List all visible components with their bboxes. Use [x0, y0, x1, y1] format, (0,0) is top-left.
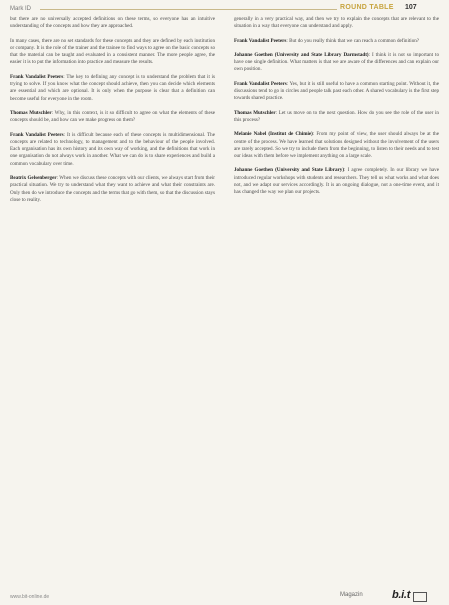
paragraph: Frank Vandalist Peeters: Yes, but it is still useful to have a common starting point. Without it, the discussions tend to go in circles and people talk past each other. A shared vocabulary is the first step towards shared practice. [234, 80, 439, 102]
paragraph: Frank Vandalist Peeters: The key to defining any concept is to understand the problem that it is trying to solve. If you know what the concept should achieve, then you can decide which elements are essential and which are optional. It is only when the purpose is clear that a definition can become useful for everyone in the room. [10, 73, 215, 102]
paragraph: Melanie Nabel (Institut de Chimie): From my point of view, the user should always be at the centre of the process. We have learned that solutions designed without the involvement of the users are rarely accepted. So we try to include them from the beginning, to listen to their needs and to test our ideas with them before we implement anything on a large scale. [234, 131, 439, 160]
magazine-label: Magazin [340, 592, 363, 598]
paragraph-text: From my point of view, the user should always be at the centre of the process. We have learned that solutions designed without the involvement of the users are rarely accepted. So we try to include them from the beginning, to listen to their needs and to test our ideas with them before we implement anything on a large scale. [234, 131, 439, 160]
speaker-name: Frank Vandalist Peeters [234, 80, 287, 87]
paragraph-text: but there are no universally accepted definitions on these terms, so everyone has an intuitive understanding of the concepts and how they are approached. [10, 16, 215, 30]
right-column [234, 16, 439, 584]
bit-logo: b.i.t [392, 589, 411, 601]
page-footer [0, 588, 449, 605]
speaker-name: Thomas Mutschler [234, 109, 276, 116]
paragraph: Johanne Goethen (University and State Library): I agree completely. In our library we have introduced regular workshops with students and researchers. They tell us what works and what does not, and we adapt our services accordingly. It is an ongoing dialogue, not a one-time event, and it has changed the way we plan our projects. [234, 167, 439, 196]
paragraph-text: Let us move on to the next question. How do you see the role of the user in this process? [234, 109, 439, 123]
section-label: Mark ID [10, 6, 31, 12]
speaker-name: Frank Vandalist Peeters [234, 37, 287, 44]
paragraph [10, 16, 215, 31]
paragraph-text: The key to defining any concept is to understand the problem that it is trying to solve. If you know what the concept should achieve, then you can decide which elements are essential and which are optional. It is only when the purpose is clear that a definition can become useful for everyone in the room. [10, 73, 215, 102]
paragraph: Johanne Goethen (University and State Library Darmstadt): I think it is not so important to have one single definition. What matters is that we are aware of the differences and can explain our own position. [234, 51, 439, 73]
footer-url: www.bit-online.de [10, 594, 50, 600]
paragraph: Thomas Mutschler: Let us move on to the next question. How do you see the role of the user in this process? [234, 109, 439, 123]
paragraph [10, 38, 215, 67]
paragraph-text: I think it is not so important to have one single definition. What matters is that we are aware of the differences and can explain our own position. [234, 51, 439, 73]
speaker-name: Melanie Nabel (Institut de Chimie) [234, 131, 313, 138]
logo-box-icon [413, 592, 427, 602]
paragraph [234, 16, 439, 31]
speaker-name: Beatrix Gelsenberger [10, 175, 57, 182]
paragraph-text: Why, in this context, is it so difficult to agree on what the elements of these concepts should be, and how can we make progress on them? [10, 109, 215, 124]
speaker-name: Thomas Mutschler [10, 109, 52, 116]
paragraph-text: Yes, but it is still useful to have a common starting point. Without it, the discussions tend to go in circles and people talk past each other. A shared vocabulary is the first step towards shared practice. [234, 80, 439, 102]
paragraph-text: In many cases, there are no set standards for these concepts and they are defined by each institution or company. It is the role of the trainer and the trainee to find ways to agree on the basic concepts so that the material can be taught and evaluated in a consistent manner. The more people agree, the easier it is to put the information into practice and measure the results. [10, 37, 215, 66]
speaker-name: Johanne Goethen (University and State Library Darmstadt) [234, 51, 369, 58]
paragraph-text: But do you really think that we can reach a common definition? [289, 37, 420, 44]
section-tag: ROUND TABLE [340, 4, 394, 11]
page-number: 107 [405, 4, 417, 11]
paragraph-text: generally in a very practical way, and then we try to explain the concepts that are relevant to the situation in a way that everyone can understand and apply. [234, 16, 439, 30]
paragraph: Frank Vandalist Peeters: But do you really think that we can reach a common definition? [234, 37, 420, 44]
speaker-name: Frank Vandalist Peeters [10, 131, 64, 138]
header-rule [40, 9, 337, 10]
paragraph: Thomas Mutschler: Why, in this context, is it so difficult to agree on what the elements of these concepts should be, and how can we make progress on them? [10, 109, 215, 124]
speaker-name: Johanne Goethen (University and State Library) [234, 167, 345, 174]
speaker-name: Frank Vandalist Peeters [10, 73, 64, 80]
paragraph: Beatrix Gelsenberger: When we discuss these concepts with our clients, we always start from their practical situation. We try to understand what they want to achieve and what their constraints are. Only then do we introduce the concepts and the terms that go with them, so that the discussion stays close to reality. [10, 175, 215, 203]
paragraph-text: When we discuss these concepts with our clients, we always start from their practical situation. We try to understand what they want to achieve and what their constraints are. Only then do we introduce the concepts and the terms that go with them, so that the discussion stays close to reality. [10, 175, 215, 203]
paragraph: Frank Vandalist Peeters: It is difficult because each of these concepts is multidimensional. The concepts are related to technology, to management and to the behaviour of the people involved. Each organisation has its own history and its own way of working, and the definitions that work in one organisation do not always work in another. What we can do is to share experiences and build a common vocabulary over time. [10, 131, 215, 167]
paragraph-text: It is difficult because each of these concepts is multidimensional. The concepts are related to technology, to management and to the behaviour of the people involved. Each organisation has its own history and its own way of working, and the definitions that work in one organisation do not always work in another. What we can do is to share experiences and build a common vocabulary over time. [10, 131, 215, 167]
paragraph-text: I agree completely. In our library we have introduced regular workshops with students and researchers. They tell us what works and what does not, and we adapt our services accordingly. It is an ongoing dialogue, not a one-time event, and it has changed the way we plan our projects. [234, 167, 439, 196]
left-column [10, 16, 215, 584]
